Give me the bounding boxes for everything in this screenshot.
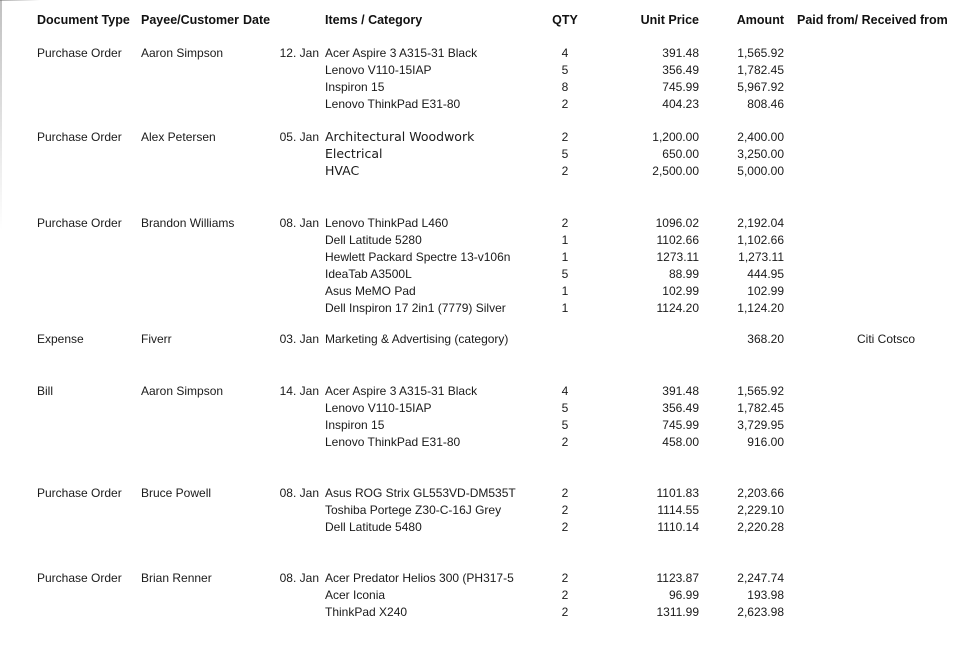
table-row xyxy=(37,215,975,232)
cell-qty: 5 xyxy=(561,147,569,161)
cell-paid-received: Citi Cotsco xyxy=(856,332,915,346)
cell-amount: 193.98 xyxy=(747,588,784,602)
table-row xyxy=(37,300,975,317)
cell-item: Lenovo V110-15IAP xyxy=(325,401,432,415)
cell-date: 12. Jan xyxy=(279,46,319,60)
cell-unit-price: 391.48 xyxy=(662,46,699,60)
cell-unit-price: 1110.14 xyxy=(657,520,699,534)
cell-item: Acer Predator Helios 300 (PH317-5 xyxy=(325,571,514,585)
cell-qty: 5 xyxy=(561,418,569,432)
cell-payee-customer: Alex Petersen xyxy=(141,130,216,144)
cell-qty: 4 xyxy=(561,46,569,60)
cell-date: 03. Jan xyxy=(279,332,319,346)
cell-date: 08. Jan xyxy=(279,571,319,585)
cell-amount: 3,250.00 xyxy=(737,147,784,161)
cell-qty: 5 xyxy=(561,63,569,77)
cell-unit-price: 404.23 xyxy=(662,97,699,111)
cell-unit-price: 1096.02 xyxy=(655,216,699,230)
cell-qty: 4 xyxy=(561,384,569,398)
col-header-qty: QTY xyxy=(552,13,578,27)
cell-amount: 1,102.66 xyxy=(737,233,784,247)
cell-qty: 1 xyxy=(561,284,569,298)
cell-amount: 368.20 xyxy=(747,332,784,346)
document-block xyxy=(37,383,975,451)
cell-item: Marketing & Advertising (category) xyxy=(325,332,509,346)
cell-amount: 444.95 xyxy=(747,267,784,281)
cell-amount: 102.99 xyxy=(747,284,784,298)
table-header-row xyxy=(37,12,975,29)
cell-item: Lenovo ThinkPad E31-80 xyxy=(325,97,461,111)
document-block xyxy=(37,215,975,317)
cell-qty: 2 xyxy=(561,486,569,500)
cell-payee-customer: Aaron Simpson xyxy=(141,46,224,60)
cell-amount: 2,192.04 xyxy=(737,216,784,230)
cell-date: 05. Jan xyxy=(279,130,319,144)
cell-item: Acer Aspire 3 A315-31 Black xyxy=(325,46,478,60)
cell-unit-price: 2,500.00 xyxy=(652,164,699,178)
cell-document-type: Bill xyxy=(37,384,54,398)
cell-unit-price: 1123.87 xyxy=(656,571,699,585)
cell-amount: 2,400.00 xyxy=(737,130,784,144)
cell-unit-price: 96.99 xyxy=(668,588,699,602)
cell-item: ThinkPad X240 xyxy=(325,605,408,619)
cell-qty: 8 xyxy=(561,80,569,94)
cell-qty: 5 xyxy=(561,401,569,415)
table-row xyxy=(37,45,975,62)
col-header-paid-received: Paid from/ Received from xyxy=(797,13,948,27)
cell-document-type: Purchase Order xyxy=(37,571,122,585)
table-row xyxy=(37,249,975,266)
document-block xyxy=(37,331,975,348)
table-row xyxy=(37,570,975,587)
documents-list xyxy=(37,45,975,621)
cell-qty: 2 xyxy=(561,97,569,111)
col-header-amount: Amount xyxy=(736,13,784,27)
cell-unit-price: 1102.66 xyxy=(656,233,699,247)
cell-item: Lenovo V110-15IAP xyxy=(325,63,432,77)
cell-item: Inspiron 15 xyxy=(325,80,385,94)
table-row xyxy=(37,79,975,96)
table-row xyxy=(37,434,975,451)
table-row xyxy=(37,519,975,536)
cell-date: 08. Jan xyxy=(279,486,319,500)
cell-unit-price: 458.00 xyxy=(662,435,699,449)
col-header-document-type: Document Type xyxy=(37,13,130,27)
cell-qty: 2 xyxy=(561,605,569,619)
cell-item: Asus ROG Strix GL553VD-DM535T xyxy=(325,486,516,500)
cell-unit-price: 650.00 xyxy=(662,147,699,161)
table-row xyxy=(37,128,975,145)
cell-amount: 5,000.00 xyxy=(737,164,784,178)
cell-unit-price: 745.99 xyxy=(662,418,699,432)
col-header-date: Date xyxy=(243,13,271,27)
cell-date: 14. Jan xyxy=(279,384,319,398)
col-header-unit-price: Unit Price xyxy=(640,13,699,27)
cell-unit-price: 745.99 xyxy=(662,80,699,94)
cell-document-type: Purchase Order xyxy=(37,130,122,144)
cell-amount: 1,565.92 xyxy=(737,384,784,398)
cell-item: Asus MeMO Pad xyxy=(325,284,416,298)
cell-qty: 2 xyxy=(561,164,569,178)
cell-item: Dell Latitude 5480 xyxy=(325,520,422,534)
cell-unit-price: 356.49 xyxy=(662,63,699,77)
cell-amount: 916.00 xyxy=(747,435,784,449)
cell-amount: 1,782.45 xyxy=(737,63,784,77)
cell-qty: 5 xyxy=(561,267,569,281)
cell-item: Architectural Woodwork xyxy=(325,129,475,144)
cell-qty: 1 xyxy=(561,301,569,315)
cell-item: IdeaTab A3500L xyxy=(325,267,412,281)
cell-qty: 2 xyxy=(561,503,569,517)
table-row xyxy=(37,283,975,300)
cell-payee-customer: Fiverr xyxy=(141,332,172,346)
cell-amount: 2,623.98 xyxy=(737,605,784,619)
table-row xyxy=(37,383,975,400)
cell-unit-price: 1,200.00 xyxy=(652,130,699,144)
document-block xyxy=(37,128,975,179)
table-row xyxy=(37,485,975,502)
document-block xyxy=(37,45,975,113)
cell-amount: 3,729.95 xyxy=(737,418,784,432)
cell-item: Inspiron 15 xyxy=(325,418,385,432)
cell-item: Dell Latitude 5280 xyxy=(325,233,422,247)
cell-unit-price: 1311.99 xyxy=(656,605,699,619)
table-row xyxy=(37,331,975,348)
document-block xyxy=(37,485,975,536)
cell-unit-price: 1114.55 xyxy=(657,503,699,517)
cell-qty: 2 xyxy=(561,216,569,230)
cell-payee-customer: Bruce Powell xyxy=(141,486,212,500)
cell-amount: 2,203.66 xyxy=(737,486,784,500)
cell-unit-price: 1124.20 xyxy=(656,301,699,315)
cell-payee-customer: Brian Renner xyxy=(141,571,212,585)
cell-item: Acer Aspire 3 A315-31 Black xyxy=(325,384,478,398)
cell-amount: 2,220.28 xyxy=(737,520,784,534)
cell-amount: 2,229.10 xyxy=(737,503,784,517)
cell-amount: 1,782.45 xyxy=(737,401,784,415)
cell-qty: 2 xyxy=(561,130,569,144)
cell-date: 08. Jan xyxy=(279,216,319,230)
table-row xyxy=(37,266,975,283)
table-row xyxy=(37,400,975,417)
table-row xyxy=(37,604,975,621)
cell-amount: 808.46 xyxy=(747,97,784,111)
cell-qty: 2 xyxy=(561,588,569,602)
cell-qty: 2 xyxy=(561,520,569,534)
cell-unit-price: 102.99 xyxy=(662,284,699,298)
col-header-payee-customer: Payee/Customer xyxy=(141,13,239,27)
document-block xyxy=(37,570,975,621)
cell-item: Dell Inspiron 17 2in1 (7779) Silver xyxy=(325,301,506,315)
table-row xyxy=(37,417,975,434)
cell-item: Acer Iconia xyxy=(325,588,386,602)
cell-unit-price: 391.48 xyxy=(662,384,699,398)
table-row xyxy=(37,96,975,113)
cell-payee-customer: Aaron Simpson xyxy=(141,384,224,398)
cell-item: Lenovo ThinkPad L460 xyxy=(325,216,449,230)
cell-item: Lenovo ThinkPad E31-80 xyxy=(325,435,461,449)
table-row xyxy=(37,62,975,79)
cell-unit-price: 1101.83 xyxy=(656,486,699,500)
cell-document-type: Purchase Order xyxy=(37,46,122,60)
cell-qty: 1 xyxy=(561,233,569,247)
cell-amount: 2,247.74 xyxy=(737,571,784,585)
cell-item: Hewlett Packard Spectre 13-v106n xyxy=(325,250,511,264)
cell-qty: 1 xyxy=(561,250,569,264)
col-header-items-category: Items / Category xyxy=(325,13,423,27)
cell-document-type: Expense xyxy=(37,332,84,346)
cell-amount: 5,967.92 xyxy=(737,80,784,94)
cell-item: Electrical xyxy=(325,146,383,161)
cell-amount: 1,273.11 xyxy=(738,250,784,264)
cell-item: HVAC xyxy=(325,163,360,178)
table-row xyxy=(37,162,975,179)
table-row xyxy=(37,145,975,162)
table-row xyxy=(37,587,975,604)
cell-item: Toshiba Portege Z30-C-16J Grey xyxy=(325,503,502,517)
cell-qty: 2 xyxy=(561,571,569,585)
cell-amount: 1,565.92 xyxy=(737,46,784,60)
cell-unit-price: 356.49 xyxy=(662,401,699,415)
cell-unit-price: 88.99 xyxy=(668,267,699,281)
cell-payee-customer: Brandon Williams xyxy=(141,216,235,230)
cell-unit-price: 1273.11 xyxy=(656,250,699,264)
table-row xyxy=(37,232,975,249)
cell-document-type: Purchase Order xyxy=(37,216,122,230)
table-row xyxy=(37,502,975,519)
cell-amount: 1,124.20 xyxy=(737,301,784,315)
cell-qty: 2 xyxy=(561,435,569,449)
cell-document-type: Purchase Order xyxy=(37,486,122,500)
